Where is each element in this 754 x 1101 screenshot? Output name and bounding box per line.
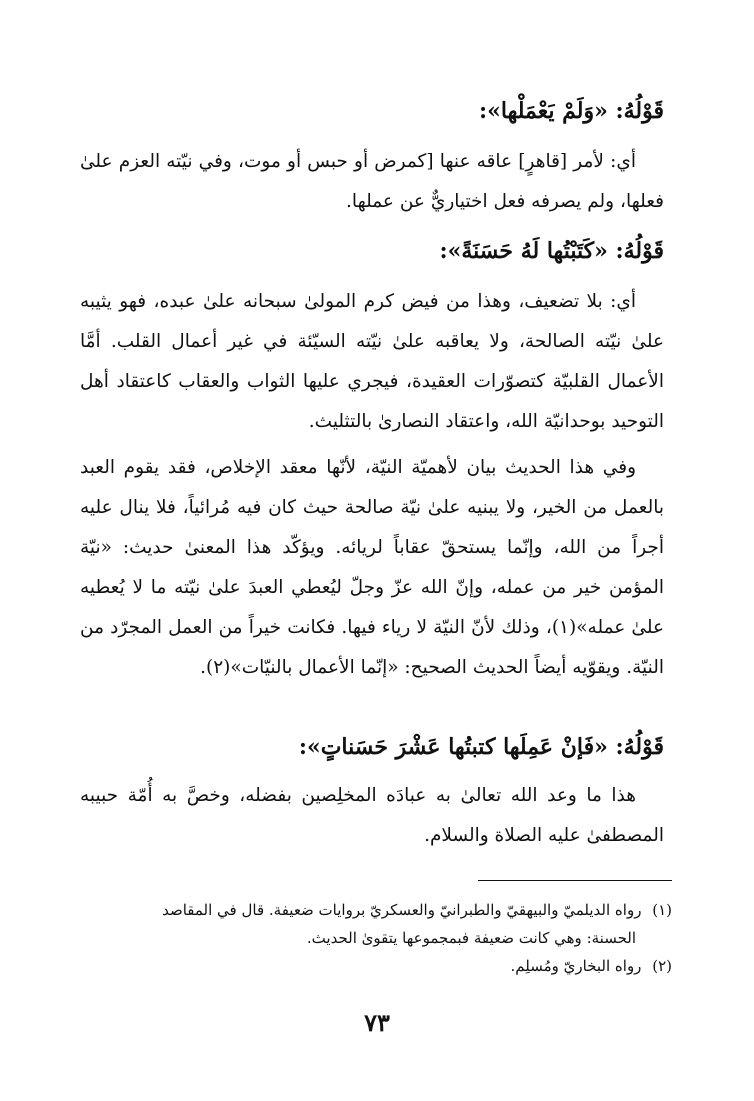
heading-fa-in-amilaha: قَوْلُهُ: «فَإنْ عَمِلَها كتبتُها عَشْرَ حَسَناتٍ»: (298, 734, 664, 760)
footnotes (76, 896, 672, 980)
paragraph-3 (80, 448, 664, 688)
footnote-1 (76, 896, 672, 924)
heading-wa-lam-yamalha: قَوْلُهُ: «وَلَمْ يَعْمَلْها»: (479, 98, 664, 124)
footnote-number: (١) (652, 901, 672, 919)
footnote-divider (478, 880, 672, 881)
paragraph-4 (80, 776, 664, 856)
footnote-2 (76, 952, 672, 980)
paragraph-1 (80, 142, 664, 222)
footnote-1-continued: الحسنة: وهي كانت ضعيفة فبمجموعها يتقوىٰ الحديث. (306, 929, 636, 947)
footnote-number: (٢) (652, 957, 672, 975)
paragraph-2 (80, 282, 664, 442)
page-number: ٧٣ (364, 1008, 390, 1037)
footnote-text: رواه الديلميّ والبيهقيّ والطبرانيّ والعسكريّ بروايات ضعيفة. قال في المقاصد (162, 901, 642, 919)
paragraph-text: أي: بلا تضعيف، وهذا من فيض كرم المولىٰ سبحانه علىٰ عبده، فهو يثيبه علىٰ نيّته الصالحة، ولا يعاقبه علىٰ نيّته السيّئة في غير أعمال القلب. أمَّا الأعمال القلبيّة كتصوّرات العقيدة، فيجري عليها الثواب والعقاب كاعتقاد أهل التوحيد بوحدانيّة الله، واعتقاد النصارىٰ بالتثليث. (80, 291, 664, 432)
paragraph-text: هذا ما وعد الله تعالىٰ به عبادَه المخلِصين بفضله، وخصَّ به أُمّة حبيبه المصطفىٰ عليه الصلاة والسلام. (80, 785, 664, 846)
paragraph-text: وفي هذا الحديث بيان لأهميّة النيّة، لأنّها معقد الإخلاص، فقد يقوم العبد بالعمل من الخير، ولا يبنيه علىٰ نيّة صالحة حيث كان فيه مُرائياً، فلا ينال عليه أجراً من الله، وإنّما يستحقّ عقاباً لريائه. ويؤكّد هذا المعنىٰ حديث: «نيّة المؤمن خير من عمله، وإنّ الله عزّ وجلّ ليُعطي العبدَ علىٰ نيّته ما لا يُعطيه علىٰ عمله»(١)، وذلك لأنّ النيّة لا رياء فيها. فكانت خيراً من العمل المجرّد من النيّة. ويقوّيه أيضاً الحديث الصحيح: «إنّما الأعمال بالنيّات»(٢). (80, 457, 664, 678)
heading-katabtuha-lahu-hasanah: قَوْلُهُ: «كَتَبْتُها لَهُ حَسَنَةً»: (439, 238, 664, 264)
footnote-text: رواه البخاريّ ومُسلِم. (510, 957, 642, 975)
paragraph-text: أي: لأمر [قاهرٍ] عاقه عنها [كمرض أو حبس أو موت، وفي نيّته العزم علىٰ فعلها، ولم يصرفه فعل اختياريٌّ عن عملها. (80, 151, 664, 212)
